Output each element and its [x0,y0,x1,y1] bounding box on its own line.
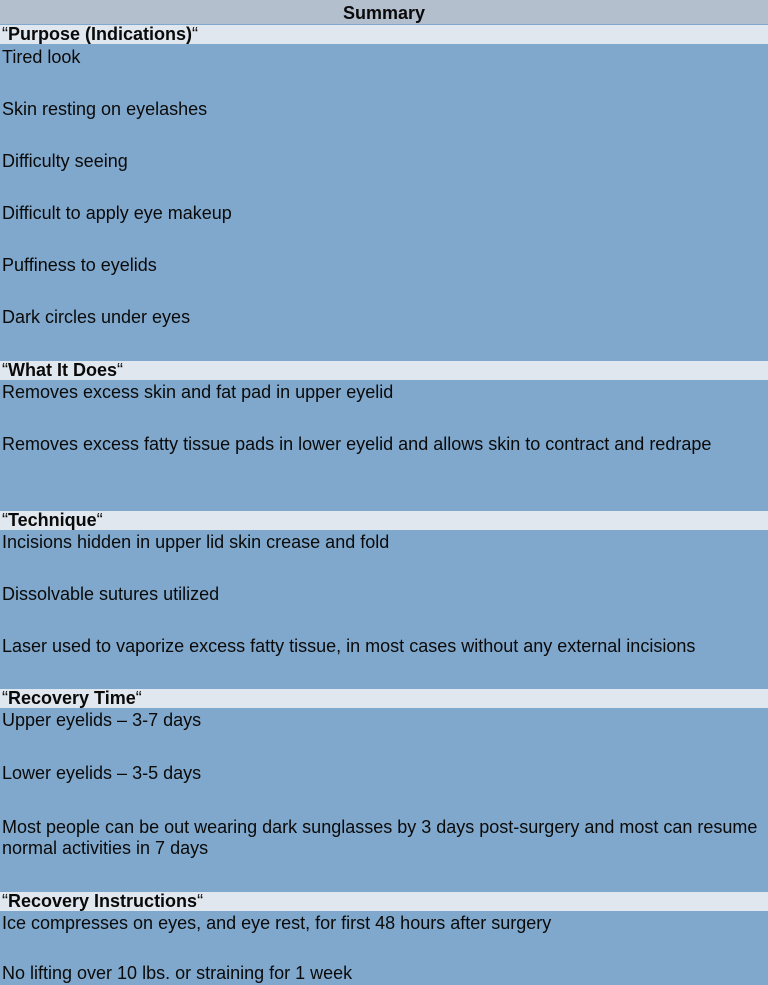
open-quote: “ [2,688,8,708]
list-item: Upper eyelids – 3-7 days [2,710,202,730]
list-item: Difficult to apply eye makeup [2,203,232,223]
list-item: Incisions hidden in upper lid skin crease and fold [2,532,390,552]
section-title-recovery-instructions: Recovery Instructions [8,891,198,911]
open-quote: “ [2,510,8,530]
close-quote: “ [117,360,124,380]
list-item: Ice compresses on eyes, and eye rest, for first 48 hours after surgery [2,913,552,933]
section-header-recovery-instructions [0,892,768,911]
list-item: Lower eyelids – 3-5 days [2,763,202,783]
section-header-purpose [0,25,768,44]
summary-title: Summary [0,0,768,24]
section-title-technique: Technique [8,510,97,530]
section-header-technique [0,511,768,530]
section-title-purpose: Purpose (Indications) [8,24,193,44]
close-quote: “ [192,24,199,44]
close-quote: “ [197,891,204,911]
list-item: Difficulty seeing [2,151,128,171]
section-title-what-it-does: What It Does [8,360,118,380]
section-title-recovery-time: Recovery Time [8,688,136,708]
list-item: Dissolvable sutures utilized [2,584,220,604]
list-item: Removes excess fatty tissue pads in lower eyelid and allows skin to contract and redrape [2,434,712,454]
list-item: Most people can be out wearing dark sunglasses by 3 days post-surgery and most can resume normal activities in 7 days [2,817,758,858]
list-item: Tired look [2,47,81,67]
list-item: Skin resting on eyelashes [2,99,208,119]
list-item: Removes excess skin and fat pad in upper eyelid [2,382,394,402]
list-item: Puffiness to eyelids [2,255,157,275]
open-quote: “ [2,360,8,380]
section-header-recovery-time [0,689,768,708]
close-quote: “ [96,510,103,530]
list-item: No lifting over 10 lbs. or straining for 1 week [2,963,353,983]
open-quote: “ [2,24,8,44]
list-item: Laser used to vaporize excess fatty tissue, in most cases without any external incisions [2,636,696,656]
section-header-what-it-does [0,361,768,380]
list-item: Dark circles under eyes [2,307,191,327]
close-quote: “ [135,688,142,708]
open-quote: “ [2,891,8,911]
